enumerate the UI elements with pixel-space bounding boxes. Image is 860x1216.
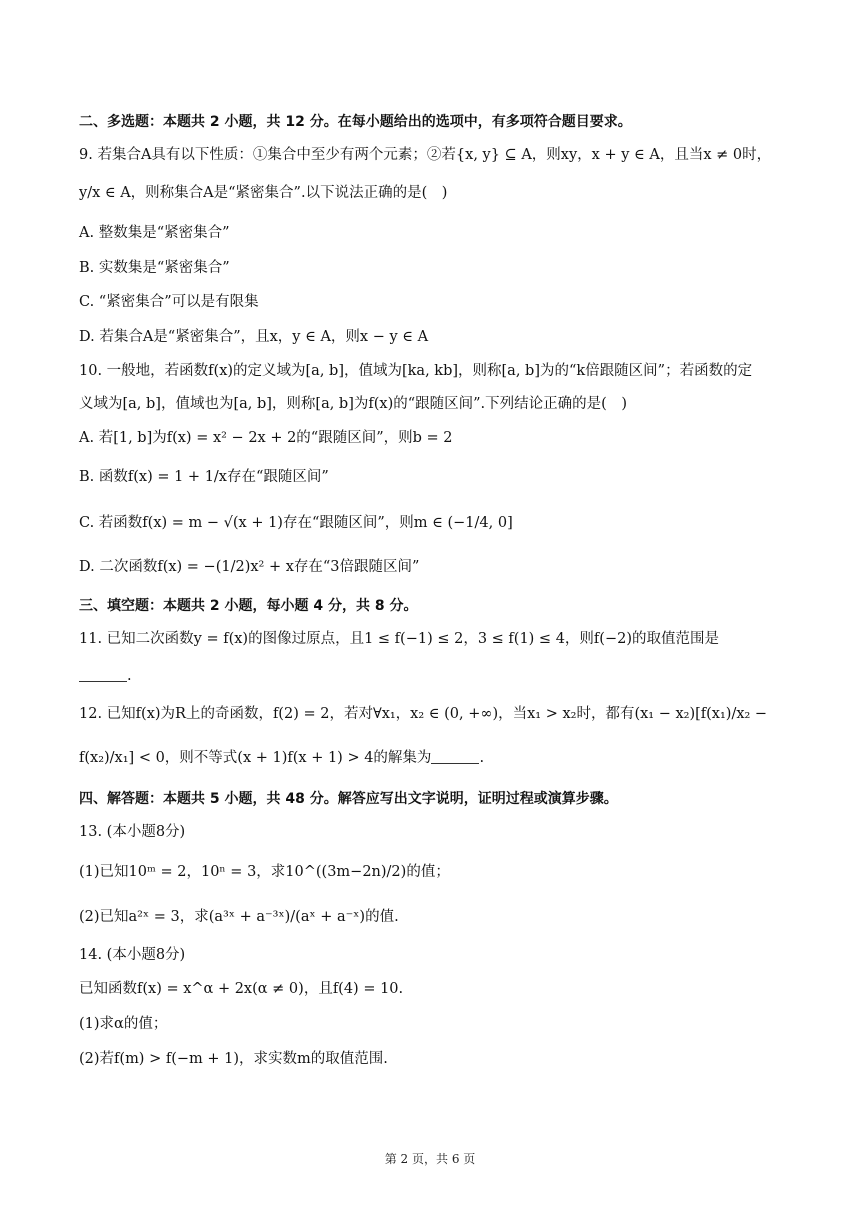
q9-option-a: A. 整数集是“紧密集合” [79,225,230,241]
answer-blank [431,749,479,764]
page-footer: 第 2 页，共 6 页 [384,1152,476,1166]
q10-option-b: B. 函数f(x) = 1 + 1/x存在“跟随区间” [79,469,329,485]
q9-option-c: C. “紧密集合”可以是有限集 [79,294,259,310]
q10-stem-line1: 10. 一般地，若函数f(x)的定义域为[a, b]，值域为[ka, kb]，则称[a, b]为的“k倍跟随区间”；若函数的定 [79,363,753,379]
section3-heading: 三、填空题：本题共 2 小题，每小题 4 分，共 8 分。 [79,598,418,614]
q9-stem-line1: 9. 若集合A具有以下性质：①集合中至少有两个元素；②若{x, y} ⊆ A，则xy，x + y ∈ A，且当x ≠ 0时， [79,147,772,163]
q12-stem-line2: f(x₂)/x₁] < 0，则不等式(x + 1)f(x + 1) > 4的解集为 . [79,750,485,766]
q10-option-c: C. 若函数f(x) = m − √(x + 1)存在“跟随区间”，则m ∈ (−1/4, 0] [79,515,513,531]
q14-part1: (1)求α的值； [79,1016,168,1032]
q9-stem-line2: y/x ∈ A，则称集合A是“紧密集合”.以下说法正确的是( ) [79,185,448,201]
q14-title: 14. (本小题8分) [79,947,186,963]
q13-title: 13. (本小题8分) [79,824,186,840]
q10-option-a: A. 若[1, b]为f(x) = x² − 2x + 2的“跟随区间”，则b = 2 [79,430,453,446]
q13-part1: (1)已知10ᵐ = 2，10ⁿ = 3，求10^((3m−2n)/2)的值； [79,864,450,880]
q11-stem-line1: 11. 已知二次函数y = f(x)的图像过原点，且1 ≤ f(−1) ≤ 2，3 ≤ f(1) ≤ 4，则f(−2)的取值范围是 [79,631,719,647]
q11-stem-line2: . [79,666,790,686]
section2-heading: 二、多选题：本题共 2 小题，共 12 分。在每小题给出的选项中，有多项符合题目要求。 [79,114,632,130]
q10-option-d: D. 二次函数f(x) = −(1/2)x² + x存在“3倍跟随区间” [79,559,420,575]
q9-option-b: B. 实数集是“紧密集合” [79,260,230,276]
q14-stem: 已知函数f(x) = x^α + 2x(α ≠ 0)，且f(4) = 10. [79,981,404,997]
q9-option-d: D. 若集合A是“紧密集合”，且x，y ∈ A，则x − y ∈ A [79,329,429,345]
q14-part2: (2)若f(m) > f(−m + 1)，求实数m的取值范围. [79,1051,388,1067]
q10-stem-line2: 义域为[a, b]，值域也为[a, b]，则称[a, b]为f(x)的“跟随区间”.下列结论正确的是( ) [79,396,627,412]
q13-part2: (2)已知a²ˣ = 3，求(a³ˣ + a⁻³ˣ)/(aˣ + a⁻ˣ)的值. [79,909,399,925]
section4-heading: 四、解答题：本题共 5 小题，共 48 分。解答应写出文字说明，证明过程或演算步骤。 [79,791,618,807]
answer-blank [79,667,127,682]
q12-stem-line1: 12. 已知f(x)为R上的奇函数，f(2) = 2，若对∀x₁，x₂ ∈ (0, +∞)，当x₁ > x₂时，都有(x₁ − x₂)[f(x₁)/x₂ − [79,706,768,722]
